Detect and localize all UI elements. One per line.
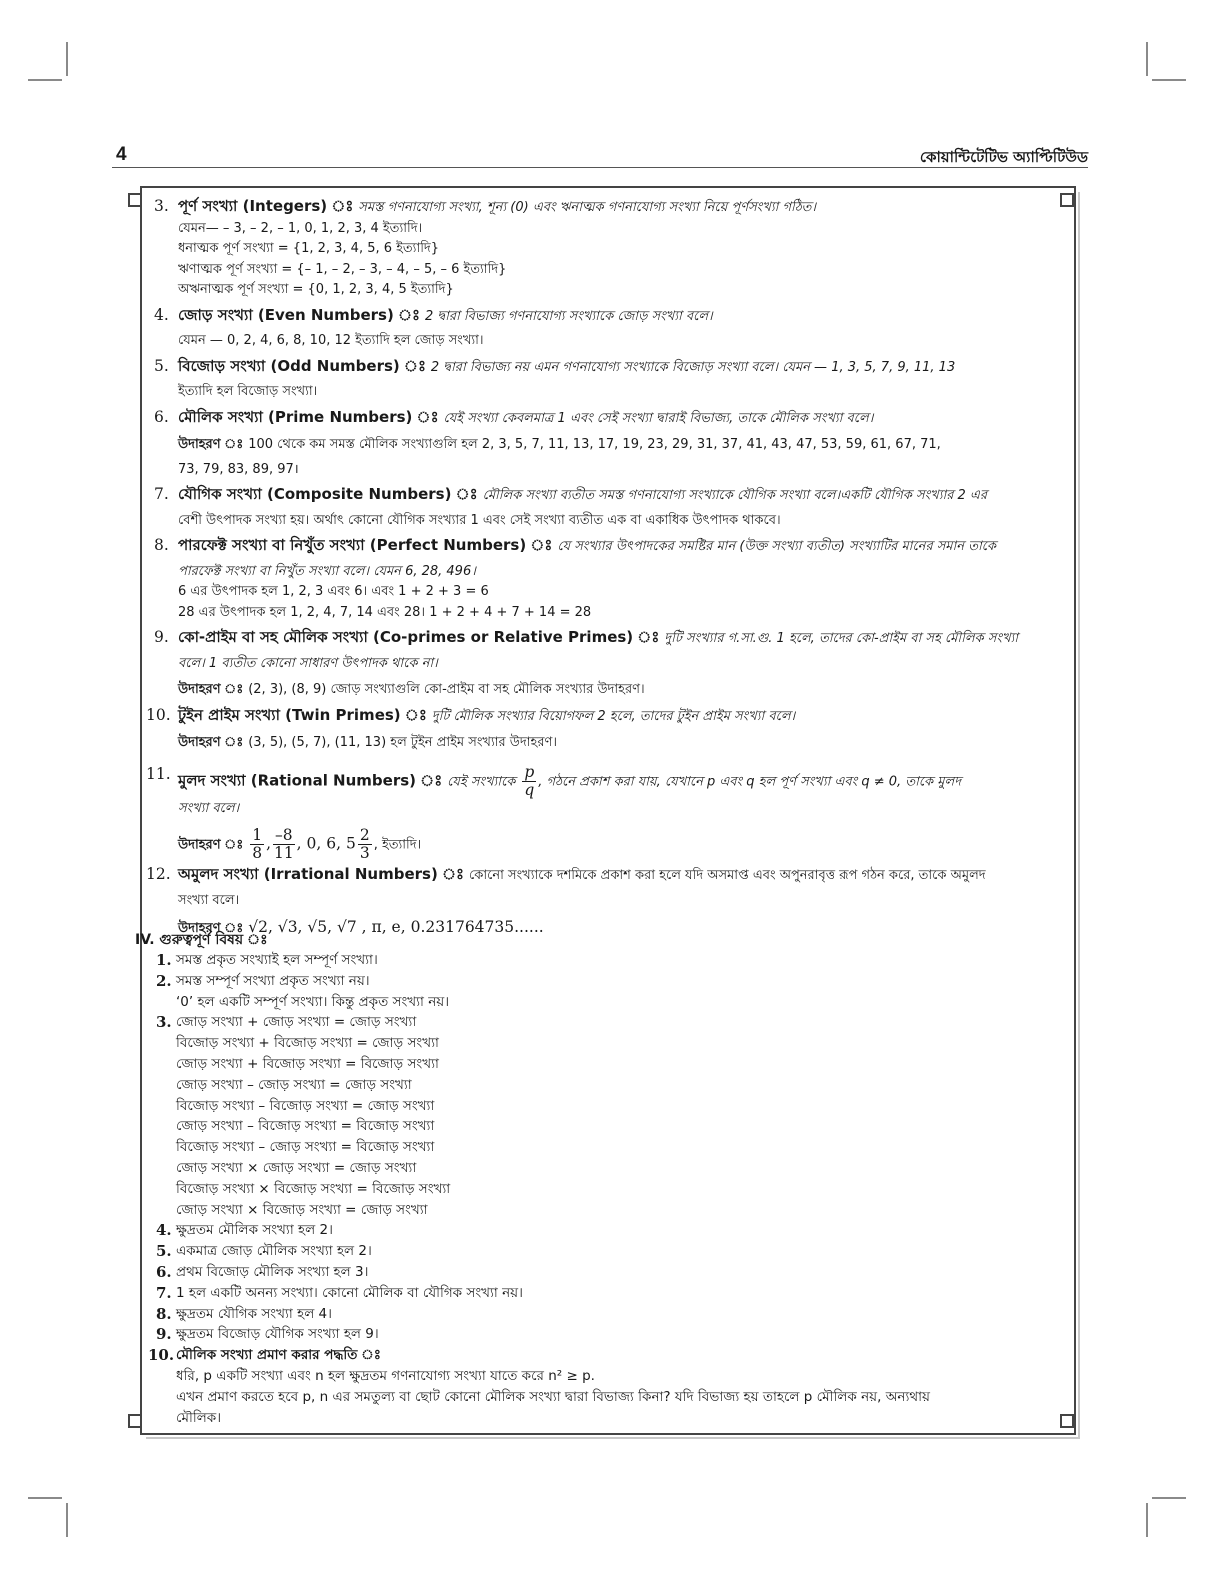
definition-prime-numbers bbox=[146, 407, 1078, 481]
item-line: বেশী উৎপাদক সংখ্যা হয়। অর্থাৎ কোনো যৌগিক সংখ্যার 1 এবং সেই সংখ্যা ব্যতীত এক বা একাধিক উৎপাদক থাকবে। bbox=[178, 512, 781, 528]
item-number: 11. bbox=[146, 764, 171, 783]
item-number: 6. bbox=[154, 407, 169, 426]
item-definition: 2 দ্বারা বিভাজ্য গণনাযোগ্য সংখ্যাকে জোড় সংখ্যা বলে। bbox=[424, 308, 713, 324]
item-line: ধনাত্মক পূর্ণ সংখ্যা = {1, 2, 3, 4, 5, 6 ইত্যাদি} bbox=[178, 241, 440, 256]
definition-co-primes bbox=[146, 627, 1078, 701]
rational-example: উদাহরণ ঃ $\frac{1}{8}$ , $\frac{-8}{11}$ , 0, 6, 5 $\frac{2}{3}$ , ইত্যাদি। bbox=[178, 826, 422, 862]
item-definition-cont: সংখ্যা বলে। bbox=[178, 892, 240, 908]
item-line: অঋনাত্মক পূর্ণ সংখ্যা = {0, 1, 2, 3, 4, 5 ইত্যাদি} bbox=[178, 282, 454, 297]
page-number: 4 bbox=[116, 144, 127, 165]
item-definition: কোনো সংখ্যাকে দশমিকে প্রকাশ করা হলে যদি অসমাপ্ত এবং অপুনরাবৃত্ত রূপ গঠন করে, তাকে অমুলদ bbox=[468, 868, 986, 883]
item-definition: যেই সংখ্যা কেবলমাত্র 1 এবং সেই সংখ্যা দ্বারাই বিভাজ্য, তাকে মৌলিক সংখ্যা বলে। bbox=[443, 410, 874, 426]
item-line: যেমন — 0, 2, 4, 6, 8, 10, 12 ইত্যাদি হল জোড় সংখ্যা। bbox=[178, 333, 484, 348]
important-point: 2. সমস্ত সম্পূর্ণ সংখ্যা প্রকৃত সংখ্যা নয়। ‘0’ হল একটি সম্পূর্ণ সংখ্যা। কিন্তু প্রকৃত সংখ্যা নয়। bbox=[156, 971, 450, 1010]
fraction: $\frac{1}{8}$ bbox=[252, 826, 263, 862]
definition-odd-numbers bbox=[146, 356, 1078, 403]
item-definition: দুটি মৌলিক সংখ্যার বিয়োগফল 2 হলে, তাদের টুইন প্রাইম সংখ্যা বলে। bbox=[431, 708, 796, 724]
example-text: (2, 3), (8, 9) জোড় সংখ্যাগুলি কো-প্রাইম বা সহ মৌলিক সংখ্যার উদাহরণ। bbox=[248, 682, 645, 697]
item-term: বিজোড় সংখ্যা (Odd Numbers) ঃ bbox=[178, 356, 426, 375]
example-text: 100 থেকে কম সমস্ত মৌলিক সংখ্যাগুলি হল 2, 3, 5, 7, 11, 13, 17, 19, 23, 29, 31, 37, 41, 43, 47, 53, 59, 61, 67, 71, bbox=[248, 437, 941, 452]
important-point: 1. সমস্ত প্রকৃত সংখ্যাই হল সম্পূর্ণ সংখ্যা। bbox=[156, 951, 378, 969]
crop-mark-top-left-h bbox=[28, 79, 62, 81]
example-label: উদাহরণ ঃ bbox=[178, 837, 244, 853]
important-point: 9. ক্ষুদ্রতম বিজোড় যৌগিক সংখ্যা হল 9। bbox=[156, 1325, 379, 1344]
important-point: 8. ক্ষুদ্রতম যৌগিক সংখ্যা হল 4। bbox=[156, 1304, 332, 1323]
important-point: 3. জোড় সংখ্যা + জোড় সংখ্যা = জোড় সংখ্যা বিজোড় সংখ্যা + বিজোড় সংখ্যা = জোড় সংখ্যা জোড় সংখ্যা + বিজোড় সংখ্যা = বিজোড় সংখ্যা জোড় সংখ্যা – জোড় সংখ্যা = জোড় সংখ্যা বিজোড় সংখ্যা – বিজোড় সংখ্যা = জোড় সংখ্যা জোড় সংখ্যা – বিজোড় সংখ্যা = বিজোড় সংখ্যা বিজোড় সংখ্যা – জোড় সংখ্যা = বিজোড় সংখ্যা জোড় সংখ্যা × জোড় সংখ্যা = জোড় সংখ্যা বিজোড় সংখ্যা × বিজোড় সংখ্যা = বিজোড় সংখ্যা জোড় সংখ্যা × বিজোড় সংখ্যা = জোড় সংখ্যা bbox=[156, 1013, 451, 1218]
item-term: মুলদ সংখ্যা (Rational Numbers) ঃ bbox=[178, 771, 443, 789]
example-text: √2, √3, √5, √7 , π, e, 0.231764735...... bbox=[248, 918, 544, 936]
item-term: যৌগিক সংখ্যা (Composite Numbers) ঃ bbox=[178, 485, 478, 503]
item-line: 6 এর উৎপাদক হল 1, 2, 3 এবং 6। এবং 1 + 2 + 3 = 6 bbox=[178, 584, 489, 599]
item-definition: দুটি সংখ্যার গ.সা.গু. 1 হলে, তাদের কো-প্রাইম বা সহ মৌলিক সংখ্যা bbox=[664, 631, 1019, 646]
example-label: উদাহরণ ঃ bbox=[178, 921, 244, 936]
item-number: 9. bbox=[154, 628, 169, 646]
crop-mark-bottom-left-v bbox=[66, 1503, 68, 1537]
item-term: মৌলিক সংখ্যা (Prime Numbers) ঃ bbox=[178, 407, 439, 426]
header-rule bbox=[112, 167, 1088, 168]
important-point: 5. একমাত্র জোড় মৌলিক সংখ্যা হল 2। bbox=[156, 1242, 372, 1261]
important-point: 6. প্রথম বিজোড় মৌলিক সংখ্যা হল 3। bbox=[156, 1262, 369, 1281]
definition-composite-numbers bbox=[146, 484, 1078, 531]
item-line: যেমন— – 3, – 2, – 1, 0, 1, 2, 3, 4 ইত্যাদি। bbox=[178, 220, 423, 236]
item-line: ঋণাত্মক পূর্ণ সংখ্যা = {– 1, – 2, – 3, – 4, – 5, – 6 ইত্যাদি} bbox=[178, 261, 507, 277]
crop-mark-top-right-h bbox=[1152, 79, 1186, 81]
definition-even-numbers bbox=[146, 305, 1078, 352]
fraction: $\frac{-8}{11}$ bbox=[273, 826, 294, 862]
item-number: 7. bbox=[154, 485, 169, 503]
running-title: কোয়ান্টিটেটিভ অ্যাপ্টিটিউড bbox=[919, 148, 1088, 166]
crop-mark-top-left-v bbox=[66, 42, 68, 76]
item-definition-cont: পারফেক্ট সংখ্যা বা নিখুঁত সংখ্যা বলে। যেমন 6, 28, 496। bbox=[178, 563, 476, 579]
item-number: 12. bbox=[146, 865, 171, 883]
item-number: 10. bbox=[146, 705, 171, 724]
frame-corner-ornament bbox=[128, 193, 142, 207]
fraction: $\frac{2}{3}$ bbox=[359, 826, 370, 862]
example-label: উদাহরণ ঃ bbox=[178, 735, 244, 750]
frame-corner-ornament bbox=[128, 1414, 142, 1428]
definition-twin-primes bbox=[146, 705, 1078, 754]
example-text: (3, 5), (5, 7), (11, 13) হল টুইন প্রাইম সংখ্যার উদাহরণ। bbox=[248, 735, 558, 750]
item-definition-cont: সংখ্যা বলে। bbox=[178, 800, 240, 816]
crop-mark-bottom-right-v bbox=[1146, 1503, 1148, 1537]
definition-perfect-numbers bbox=[146, 535, 1078, 623]
item-definition: সমস্ত গণনাযোগ্য সংখ্যা, শূন্য (0) এবং ঋনাত্মক গণনাযোগ্য সংখ্যা নিয়ে পূর্ণসংখ্যা গঠিত। bbox=[358, 200, 817, 215]
important-points-list bbox=[146, 950, 1078, 1428]
item-line: 73, 79, 83, 89, 97। bbox=[178, 461, 299, 477]
item-term: কো-প্রাইম বা সহ মৌলিক সংখ্যা (Co-primes or Relative Primes) ঃ bbox=[178, 628, 660, 646]
example-label: উদাহরণ ঃ bbox=[178, 437, 244, 452]
item-number: 5. bbox=[154, 356, 169, 375]
item-number: 4. bbox=[154, 305, 169, 324]
item-definition-cont: বলে। 1 ব্যতীত কোনো সাধারণ উৎপাদক থাকে না। bbox=[178, 655, 438, 671]
item-number: 8. bbox=[154, 536, 169, 554]
item-term: জোড় সংখ্যা (Even Numbers) ঃ bbox=[178, 305, 421, 324]
example-text: , 0, 6, 5 bbox=[296, 834, 356, 853]
section-heading: IV. গুরুত্বপূর্ণ বিষয় ঃ bbox=[135, 932, 268, 948]
crop-mark-bottom-left-h bbox=[28, 1497, 62, 1499]
definition-integers bbox=[146, 196, 1078, 301]
item-definition: যেই সংখ্যাকে bbox=[447, 774, 516, 789]
important-point: 7. 1 হল একটি অনন্য সংখ্যা। কোনো মৌলিক বা যৌগিক সংখ্যা নয়। bbox=[156, 1283, 523, 1302]
fraction-p-over-q: $\frac{p}{q}$ bbox=[524, 762, 535, 799]
definition-irrational-numbers bbox=[146, 864, 1078, 940]
example-label: উদাহরণ ঃ bbox=[178, 682, 244, 697]
item-term: পূর্ণ সংখ্যা (Integers) ঃ bbox=[178, 197, 354, 215]
definitions-list bbox=[146, 196, 1078, 942]
item-definition: মৌলিক সংখ্যা ব্যতীত সমস্ত গণনাযোগ্য সংখ্যাকে যৌগিক সংখ্যা বলে।একটি যৌগিক সংখ্যার 2 এর bbox=[482, 488, 987, 503]
item-term: পারফেক্ট সংখ্যা বা নিখুঁত সংখ্যা (Perfect Numbers) ঃ bbox=[178, 536, 553, 554]
item-term: অমুলদ সংখ্যা (Irrational Numbers) ঃ bbox=[178, 865, 465, 883]
crop-mark-bottom-right-h bbox=[1152, 1497, 1186, 1499]
item-definition: 2 দ্বারা বিভাজ্য নয় এমন গণনাযোগ্য সংখ্যাকে বিজোড় সংখ্যা বলে। যেমন — 1, 3, 5, 7, 9, 11, 13 bbox=[430, 359, 956, 375]
item-line: 28 এর উৎপাদক হল 1, 2, 4, 7, 14 এবং 28। 1 + 2 + 4 + 7 + 14 = 28 bbox=[178, 604, 592, 620]
definition-rational-numbers bbox=[146, 764, 1078, 863]
item-definition: যে সংখ্যার উৎপাদকের সমষ্টির মান (উক্ত সংখ্যা ব্যতীত) সংখ্যাটির মানের সমান তাকে bbox=[557, 539, 997, 554]
item-definition-cont: , গঠনে প্রকাশ করা যায়, যেখানে p এবং q হল পূর্ণ সংখ্যা এবং q ≠ 0, তাকে মুলদ bbox=[538, 774, 962, 789]
item-number: 3. bbox=[154, 197, 169, 215]
example-text: , ইত্যাদি। bbox=[373, 837, 422, 853]
crop-mark-top-right-v bbox=[1146, 42, 1148, 76]
item-term: টুইন প্রাইম সংখ্যা (Twin Primes) ঃ bbox=[178, 705, 427, 724]
item-line: ইত্যাদি হল বিজোড় সংখ্যা। bbox=[178, 384, 318, 399]
important-point: 4. ক্ষুদ্রতম মৌলিক সংখ্যা হল 2। bbox=[156, 1221, 333, 1240]
important-point-prime-test: 10. মৌলিক সংখ্যা প্রমাণ করার পদ্ধতি ঃ ধরি, p একটি সংখ্যা এবং n হল ক্ষুদ্রতম গণনাযোগ্য সংখ্যা যাতে করে n² ≥ p. এখন প্রমাণ করতে হবে p, n এর সমতুল্য বা ছোট কোনো মৌলিক সংখ্যা দ্বারা বিভাজ্য কিনা? যদি বিভাজ্য হয় তাহলে p মৌলিক নয়, অন্যথায় মৌলিক। bbox=[148, 1346, 930, 1426]
